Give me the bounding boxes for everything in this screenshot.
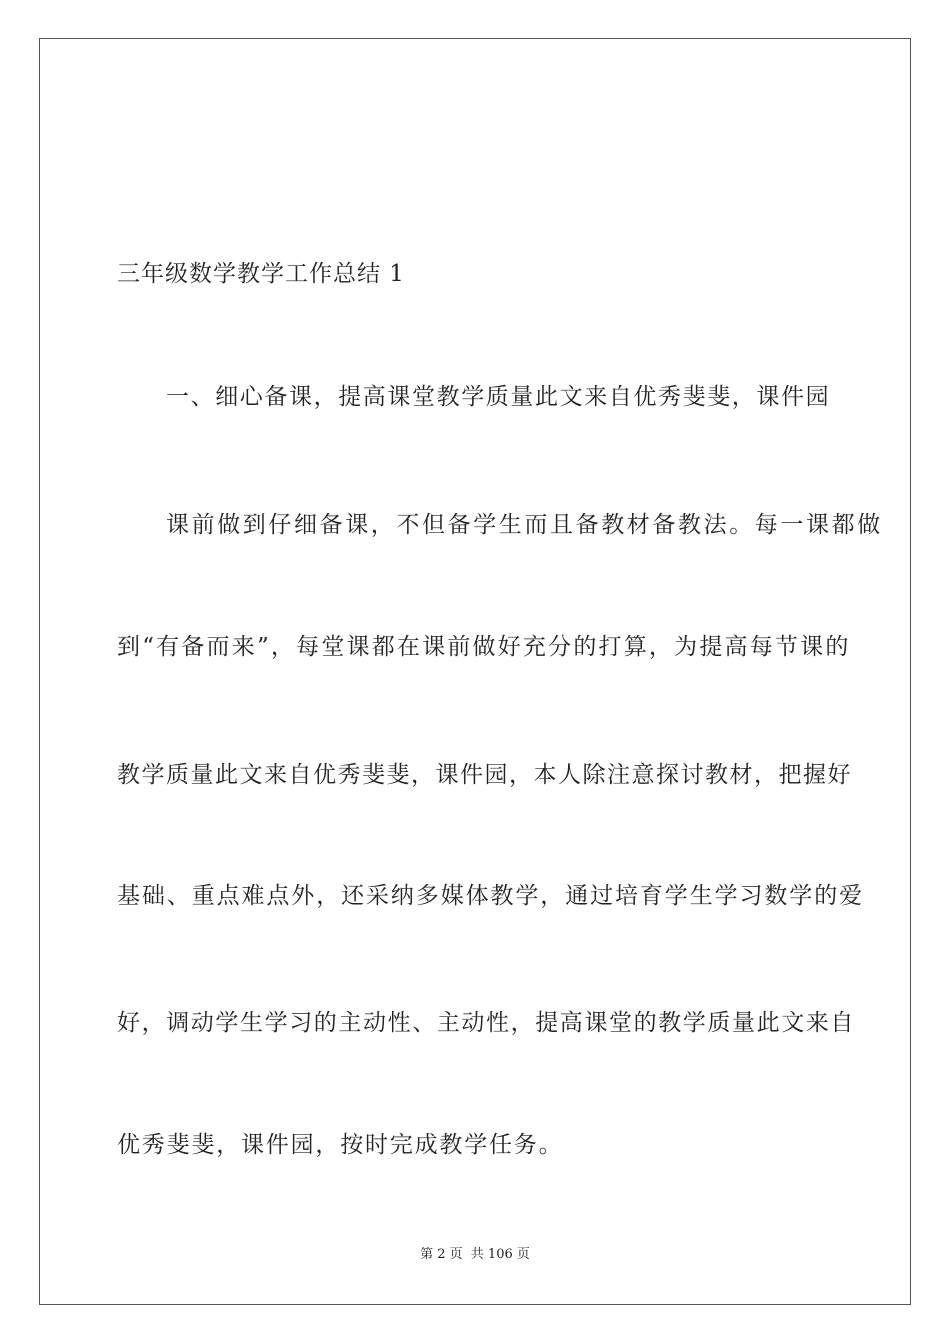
page-border <box>39 38 911 1305</box>
page-number-total: 共 106 页 <box>470 1247 530 1262</box>
paragraph-line: 到“有备而来”，每堂课都在课前做好充分的打算，为提高每节课的 <box>117 634 851 660</box>
page-footer <box>0 1246 950 1264</box>
paragraph-line: 基础、重点难点外，还采纳多媒体教学，通过培育学生学习数学的爱 <box>117 883 864 909</box>
paragraph-line: 好，调动学生学习的主动性、主动性，提高课堂的教学质量此文来自 <box>117 1010 855 1036</box>
document-title: 三年级数学教学工作总结 1 <box>117 261 405 287</box>
paragraph-line: 课前做到仔细备课，不但备学生而且备教材备教法。每一课都做 <box>166 512 883 538</box>
page-number-current: 第 2 页 <box>420 1247 463 1262</box>
paragraph-line: 优秀斐斐，课件园，按时完成教学任务。 <box>117 1132 564 1158</box>
paragraph-line: 教学质量此文来自优秀斐斐，课件园，本人除注意探讨教材，把握好 <box>117 762 852 788</box>
section-heading: 一、细心备课，提高课堂教学质量此文来自优秀斐斐，课件园 <box>166 384 831 410</box>
